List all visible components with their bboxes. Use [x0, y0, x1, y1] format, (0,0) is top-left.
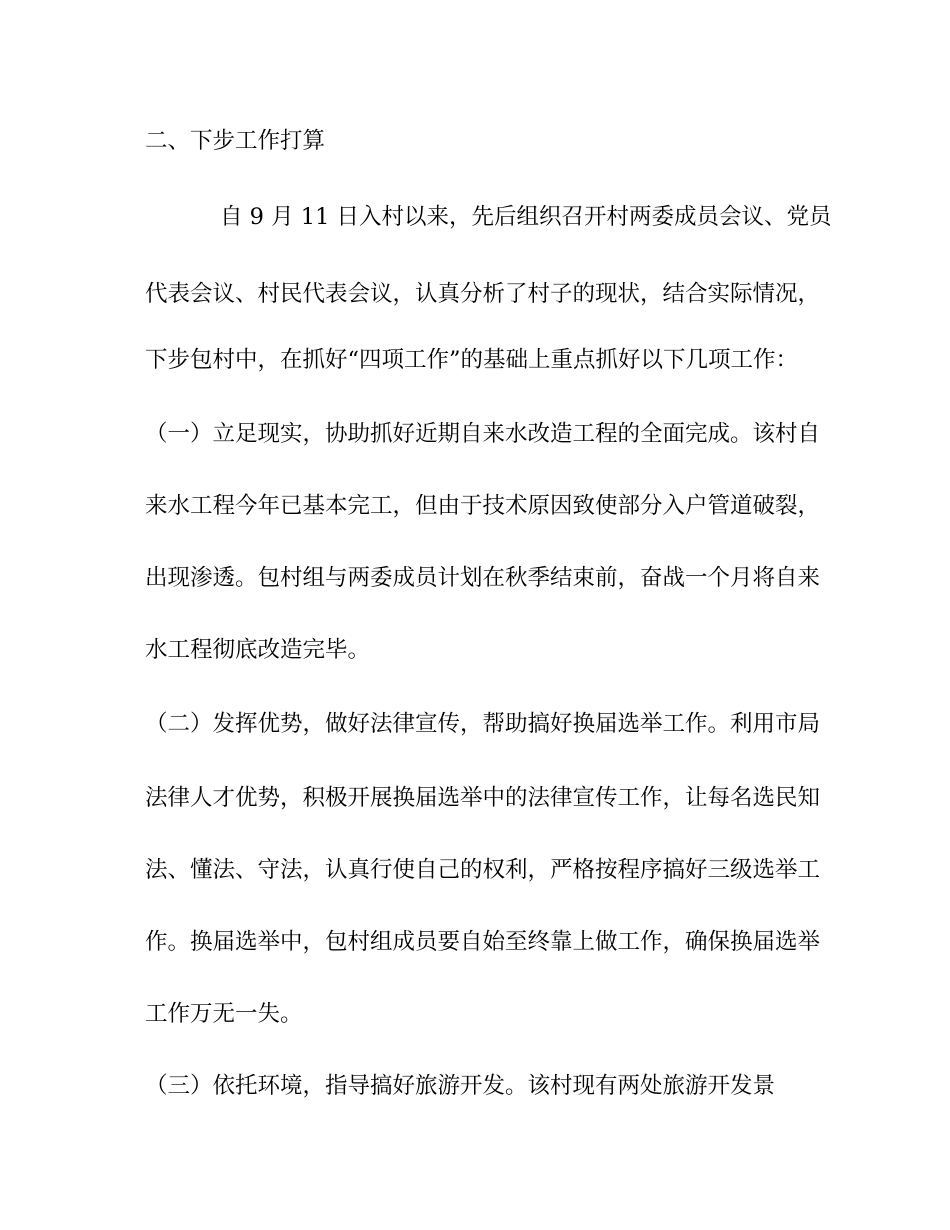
paragraph-line: （一）立足现实，协助抓好近期自来水改造工程的全面完成。该村自 — [145, 421, 821, 447]
paragraph-line: 工作万无一失。 — [145, 1001, 303, 1027]
paragraph-line: （二）发挥优势，做好法律宣传，帮助搞好换届选举工作。利用市局 — [145, 711, 821, 737]
paragraph-line: 自 9 月 11 日入村以来，先后组织召开村两委成员会议、党员 — [220, 204, 832, 230]
paragraph-line: （三）依托环境，指导搞好旅游开发。该村现有两处旅游开发景 — [145, 1073, 776, 1099]
paragraph-line: 水工程彻底改造完毕。 — [145, 637, 371, 663]
paragraph-line: 法、懂法、守法，认真行使自己的权利，严格按程序搞好三级选举工 — [145, 857, 821, 883]
section-heading: 二、下步工作打算 — [145, 128, 326, 154]
paragraph-line: 法律人才优势，积极开展换届选举中的法律宣传工作，让每名选民知 — [145, 785, 821, 811]
paragraph-line: 下步包村中，在抓好“四项工作”的基础上重点抓好以下几项工作： — [145, 347, 799, 373]
paragraph-line: 来水工程今年已基本完工，但由于技术原因致使部分入户管道破裂， — [145, 493, 821, 519]
paragraph-line: 代表会议、村民代表会议，认真分析了村子的现状，结合实际情况， — [145, 281, 821, 307]
paragraph-line: 作。换届选举中，包村组成员要自始至终靠上做工作，确保换届选举 — [145, 929, 821, 955]
paragraph-line: 出现渗透。包村组与两委成员计划在秋季结束前，奋战一个月将自来 — [145, 565, 821, 591]
